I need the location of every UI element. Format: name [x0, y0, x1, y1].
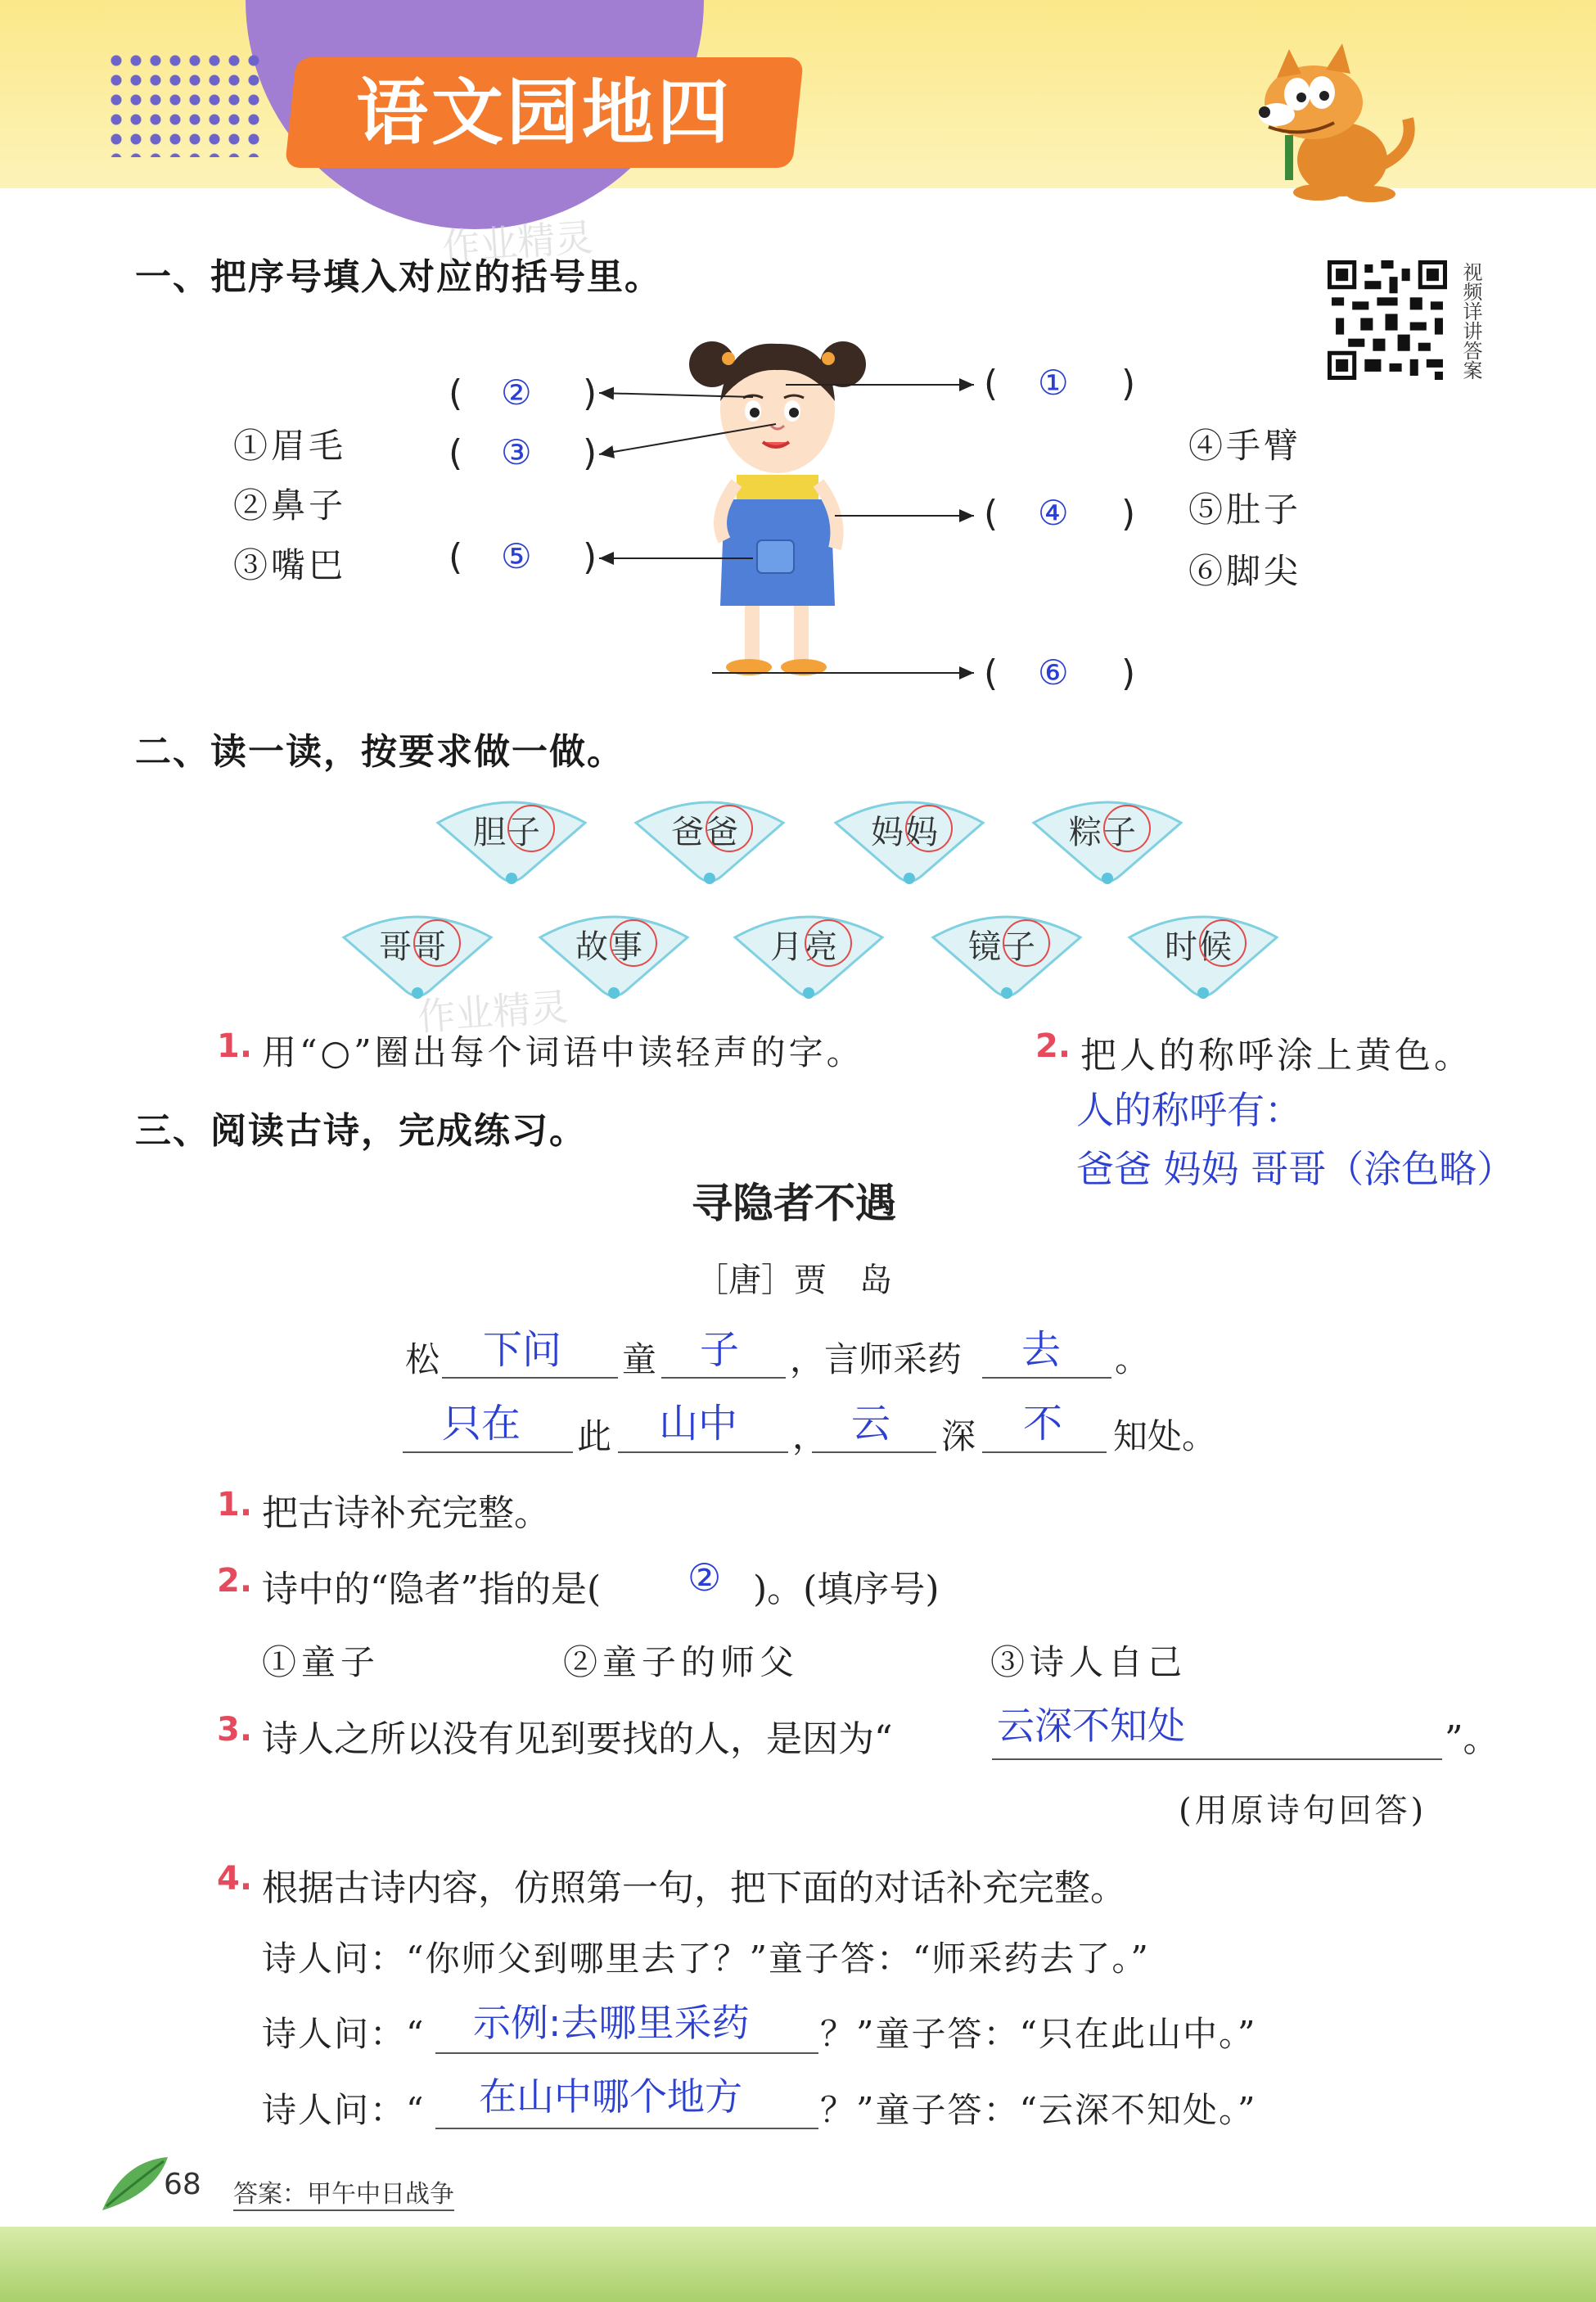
leaf-decoration-icon	[98, 2153, 172, 2218]
fan-word-2[interactable]	[632, 790, 787, 888]
poem-answer: 下问	[483, 1327, 562, 1373]
poem-answer: 去	[1021, 1327, 1062, 1373]
q-number: 2.	[1035, 1027, 1071, 1065]
fan-word: 月亮	[770, 928, 839, 966]
fan-word: 故事	[575, 928, 644, 966]
paren-close: )	[583, 372, 597, 414]
q-number: 1.	[217, 1486, 253, 1523]
paren-close: )	[583, 432, 597, 474]
paren-open: (	[449, 372, 463, 414]
cat-mascot-icon	[1220, 37, 1432, 209]
fan-word-9[interactable]	[1125, 905, 1281, 1003]
paren-open: (	[984, 363, 999, 404]
page-number: 68	[164, 2168, 201, 2201]
poem-title: 寻隐者不遇	[692, 1180, 896, 1227]
circle-mark	[610, 919, 657, 967]
footer-answer-note: 答案：甲午中日战争	[233, 2173, 454, 2211]
poem-author: ［唐］贾 岛	[696, 1262, 892, 1299]
circle-mark	[413, 919, 461, 967]
watermark: 作业精灵	[416, 984, 570, 1040]
q-number: 2.	[217, 1562, 253, 1600]
poem-text: 此	[577, 1416, 612, 1456]
circle-mark	[1003, 919, 1050, 967]
paren-close: )	[1121, 363, 1136, 404]
answer-blank-arm[interactable]: ④	[1038, 493, 1069, 533]
qr-code-icon[interactable]	[1328, 260, 1447, 380]
page-title: 语文园地四	[355, 70, 733, 155]
poem-text: 知处。	[1113, 1416, 1217, 1456]
option-belly: ⑤肚子	[1188, 490, 1302, 530]
fan-word: 哥哥	[379, 928, 448, 966]
answer-blank-feet[interactable]: ⑥	[1038, 652, 1069, 693]
dialog-line: 诗人问：“你师父到哪里去了？”童子答：“师采药去了。”	[262, 1939, 1150, 1979]
option-mouth: ③嘴巴	[233, 545, 347, 585]
poem-text: 童	[622, 1339, 657, 1379]
section3-q3-answer: 云深不知处	[997, 1704, 1185, 1748]
poem-answer: 山中	[659, 1401, 738, 1447]
footer-band	[0, 2227, 1596, 2302]
section2-answer-line1: 人的称呼有：	[1076, 1088, 1302, 1132]
poem-answer: 只在	[442, 1401, 521, 1447]
section2-heading: 二、读一读，按要求做一做。	[135, 731, 624, 773]
circle-mark	[1103, 805, 1151, 852]
fan-word: 爸爸	[671, 814, 740, 851]
paren-open: (	[984, 652, 999, 694]
dialog-line: 诗人问：“	[262, 2090, 426, 2130]
poem-text: 深	[941, 1416, 976, 1456]
dialog-line: ？”童子答：“只在此山中。”	[820, 2014, 1257, 2054]
section3-q2-answer[interactable]: ②	[688, 1555, 722, 1600]
section3-q1: 把古诗补充完整。	[262, 1492, 550, 1534]
answer-blank-belly[interactable]: ⑤	[501, 536, 532, 576]
circle-mark	[905, 805, 953, 852]
fan-word-8[interactable]	[929, 905, 1084, 1003]
circle-mark	[1199, 919, 1247, 967]
dialog-line: ？”童子答：“云深不知处。”	[820, 2090, 1257, 2130]
poem-answer: 云	[851, 1401, 891, 1447]
fan-word: 时候	[1165, 928, 1233, 966]
poem-text: 。	[1115, 1339, 1150, 1379]
fan-word-7[interactable]	[731, 905, 886, 1003]
dots-decoration	[106, 51, 262, 157]
paren-open: (	[449, 432, 463, 474]
poem-answer: 不	[1023, 1401, 1063, 1447]
option-arm: ④手臂	[1188, 426, 1302, 466]
q-number: 1.	[217, 1027, 253, 1065]
watermark: 作业精灵	[440, 214, 594, 270]
section2-answer-line2: 爸爸 妈妈 哥哥（涂色略）	[1076, 1147, 1515, 1191]
section2-q1: 用“○”圈出每个词语中读轻声的字。	[262, 1032, 864, 1072]
circle-mark	[507, 805, 555, 852]
poem-text: ，言师采药	[790, 1339, 963, 1379]
section3-q3-suffix: ”。	[1445, 1718, 1499, 1760]
girl-illustration	[589, 319, 999, 696]
section3-q3: 诗人之所以没有见到要找的人，是因为“	[262, 1718, 893, 1760]
paren-close: )	[1121, 652, 1136, 694]
option-nose: ②鼻子	[233, 485, 347, 526]
poem-text: 松	[405, 1339, 440, 1379]
qr-label: 视频详讲答案	[1459, 262, 1482, 380]
answer-blank-eyebrow[interactable]: ②	[501, 372, 532, 413]
dialog-answer: 示例:去哪里采药	[473, 2001, 750, 2045]
section3-q3-note: (用原诗句回答)	[1179, 1792, 1427, 1830]
fan-word: 胆子	[473, 814, 542, 851]
section3-q4: 根据古诗内容，仿照第一句，把下面的对话补充完整。	[262, 1867, 1126, 1909]
fan-word-3[interactable]	[832, 790, 987, 888]
paren-close: )	[583, 536, 597, 578]
paren-open: (	[449, 536, 463, 578]
choice-option: ②童子的师父	[563, 1642, 800, 1682]
circle-mark	[805, 919, 852, 967]
paren-open: (	[984, 493, 999, 535]
section1-heading: 一、把序号填入对应的括号里。	[135, 256, 662, 298]
option-eyebrow: ①眉毛	[233, 426, 347, 466]
dialog-line: 诗人问：“	[262, 2014, 426, 2054]
fan-word: 粽子	[1069, 814, 1138, 851]
poem-text: ，	[792, 1416, 827, 1456]
poem-answer: 子	[700, 1327, 740, 1373]
section3-q2: 诗中的“隐者”指的是(	[262, 1569, 602, 1610]
section3-q2-suffix: )。(填序号)	[753, 1569, 940, 1610]
choice-option: ①童子	[262, 1642, 381, 1682]
dialog-answer: 在山中哪个地方	[479, 2074, 742, 2119]
fan-word: 镜子	[968, 928, 1037, 966]
section3-heading: 三、阅读古诗，完成练习。	[135, 1110, 587, 1152]
paren-close: )	[1121, 493, 1136, 535]
option-toe: ⑥脚尖	[1188, 551, 1302, 591]
fan-word: 妈妈	[871, 814, 940, 851]
answer-blank-hair[interactable]: ①	[1038, 363, 1069, 403]
fan-word-4[interactable]	[1030, 790, 1185, 888]
circle-mark	[706, 805, 753, 852]
q-number: 3.	[217, 1711, 253, 1749]
answer-blank-nose[interactable]: ③	[501, 432, 532, 472]
section2-q2: 把人的称呼涂上黄色。	[1080, 1035, 1473, 1077]
choice-option: ③诗人自己	[990, 1642, 1188, 1682]
q-number: 4.	[217, 1860, 253, 1898]
fan-word-1[interactable]	[434, 790, 589, 888]
